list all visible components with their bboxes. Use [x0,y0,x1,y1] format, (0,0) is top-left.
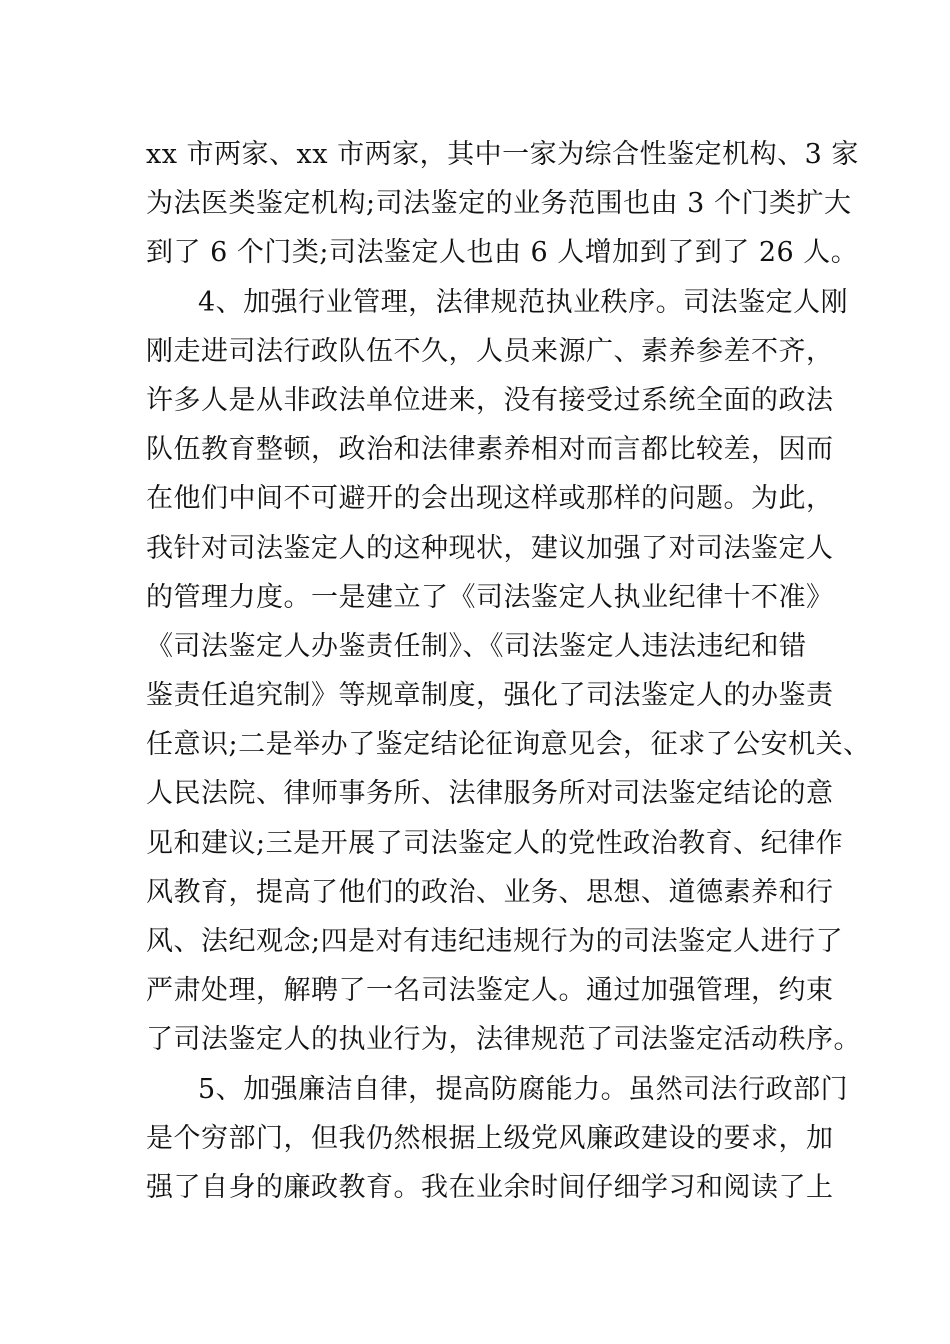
text-line: 强了自身的廉政教育。我在业余时间仔细学习和阅读了上 [146,1171,834,1203]
text-line: 《司法鉴定人办鉴责任制》、《司法鉴定人违法违纪和错 [146,630,807,662]
text-line: 是个穷部门，但我仍然根据上级党风廉政建设的要求，加 [146,1122,834,1154]
text-line: 到了 6 个门类;司法鉴定人也由 6 人增加到了到了 26 人。 [146,237,859,269]
paragraph-start-line: 4、加强行业管理，法律规范执业秩序。司法鉴定人刚 [198,286,849,318]
text-line: xx 市两家、xx 市两家，其中一家为综合性鉴定机构、3 家 [146,139,859,170]
text-line: 我针对司法鉴定人的这种现状，建议加强了对司法鉴定人 [146,532,834,564]
text-line: 为法医类鉴定机构;司法鉴定的业务范围也由 3 个门类扩大 [146,188,852,220]
text-line: 风教育，提高了他们的政治、业务、思想、道德素养和行 [146,876,834,908]
text-line: 人民法院、律师事务所、法律服务所对司法鉴定结论的意 [146,778,834,810]
paragraph-start-line: 5、加强廉洁自律，提高防腐能力。虽然司法行政部门 [198,1073,849,1105]
text-line: 许多人是从非政法单位进来，没有接受过系统全面的政法 [146,384,834,416]
text-line: 风、法纪观念;四是对有违纪违规行为的司法鉴定人进行了 [146,926,844,957]
text-line: 了司法鉴定人的执业行为，法律规范了司法鉴定活动秩序。 [146,1024,861,1056]
text-line: 任意识;二是举办了鉴定结论征询意见会，征求了公安机关、 [146,729,871,761]
text-line: 鉴责任追究制》等规章制度，强化了司法鉴定人的办鉴责 [146,680,834,712]
text-line: 见和建议;三是开展了司法鉴定人的党性政治教育、纪律作 [146,827,844,859]
body-text [146,130,871,1212]
text-line: 队伍教育整顿，政治和法律素养相对而言都比较差，因而 [146,434,834,466]
text-line: 严肃处理，解聘了一名司法鉴定人。通过加强管理，约束 [146,975,834,1007]
text-line: 在他们中间不可避开的会出现这样或那样的问题。为此， [146,483,834,515]
text-line: 刚走进司法行政队伍不久，人员来源广、素养参差不齐， [146,335,834,367]
text-line: 的管理力度。一是建立了《司法鉴定人执业纪律十不准》 [146,581,834,613]
